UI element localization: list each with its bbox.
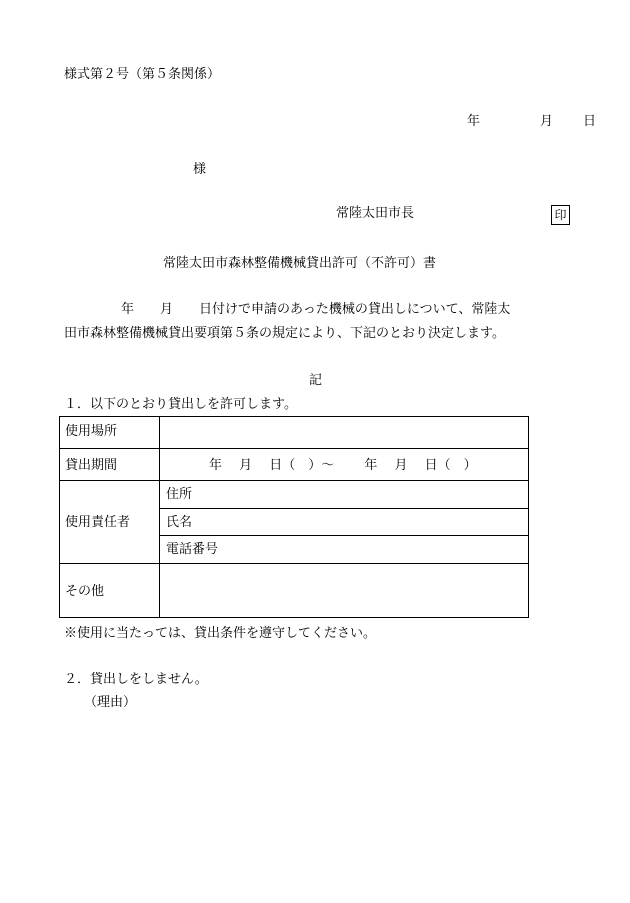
table-row-divider xyxy=(60,448,528,449)
usage-place-label: 使用場所 xyxy=(65,424,118,439)
form-number: 様式第２号（第５条関係） xyxy=(64,67,221,82)
table-subrow-divider xyxy=(160,535,528,536)
date-year-label: 年 xyxy=(467,114,481,129)
date-month-label: 月 xyxy=(540,114,554,129)
phone-label: 電話番号 xyxy=(166,542,219,557)
item-2-deny: ２．貸出しをしません。 xyxy=(64,672,208,687)
table-column-divider xyxy=(159,417,160,617)
rental-period-value: 年 月 日（ ）～ 年 月 日（ ） xyxy=(209,458,477,473)
permit-table xyxy=(59,416,529,618)
body-text-line-2: 田市森林整備機械貸出要項第５条の規定により、下記のとおり決定します。 xyxy=(64,326,505,341)
table-subrow-divider xyxy=(160,508,528,509)
table-row-divider xyxy=(60,480,528,481)
usage-note: ※使用に当たっては、貸出条件を遵守してください。 xyxy=(64,626,377,641)
address-label: 住所 xyxy=(166,487,193,502)
ki-heading: 記 xyxy=(309,373,323,388)
other-label: その他 xyxy=(65,584,105,599)
date-day-label: 日 xyxy=(583,114,597,129)
addressee-suffix: 様 xyxy=(193,162,207,177)
responsible-person-label: 使用責任者 xyxy=(65,515,131,530)
reason-label: （理由） xyxy=(84,695,137,710)
item-1-permit: １．以下のとおり貸出しを許可します。 xyxy=(64,397,297,412)
body-text-line-1: 年 月 日付けで申請のあった機械の貸出しについて、常陸太 xyxy=(121,302,511,317)
document-title: 常陸太田市森林整備機械貸出許可（不許可）書 xyxy=(163,256,437,271)
seal-mark: 印 xyxy=(551,205,570,225)
date-line xyxy=(467,114,596,130)
issuer-name: 常陸太田市長 xyxy=(336,206,415,221)
rental-period-label: 貸出期間 xyxy=(65,458,118,473)
table-row-divider xyxy=(60,563,528,564)
name-label: 氏名 xyxy=(166,515,193,530)
